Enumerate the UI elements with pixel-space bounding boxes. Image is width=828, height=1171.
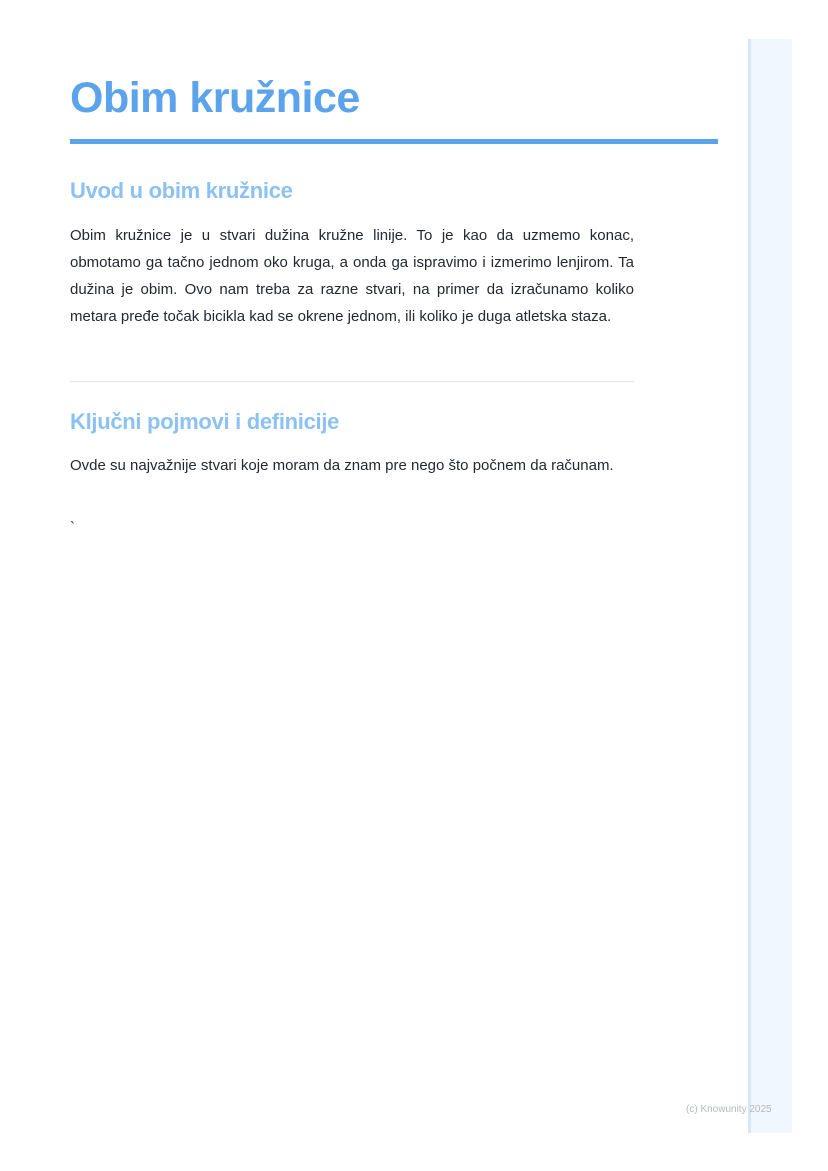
stray-backtick: ` <box>70 519 75 536</box>
footer-copyright: (c) Knowunity 2025 <box>686 1104 772 1115</box>
section-body-intro: Obim kružnice je u stvari dužina kružne linije. To je kao da uzmemo konac, obmotamo ga tačno jednom oko kruga, a onda ga ispravimo i izmerimo lenjirom. Ta dužina je obim. Ovo nam treba za razne stvari, na primer da izračunamo koliko metara pređe točak bicikla kad se okrene jednom, ili koliko je duga atletska staza. <box>70 227 634 325</box>
section-heading-key-terms: Ključni pojmovi i definicije <box>70 409 340 434</box>
page-title: Obim kružnice <box>70 74 360 122</box>
side-panel <box>748 39 792 1133</box>
section-body-key-terms: Ovde su najvažnije stvari koje moram da znam pre nego što počnem da računam. <box>70 457 614 474</box>
section-divider <box>70 381 634 382</box>
title-underline <box>70 139 718 144</box>
section-heading-intro: Uvod u obim kružnice <box>70 178 293 203</box>
